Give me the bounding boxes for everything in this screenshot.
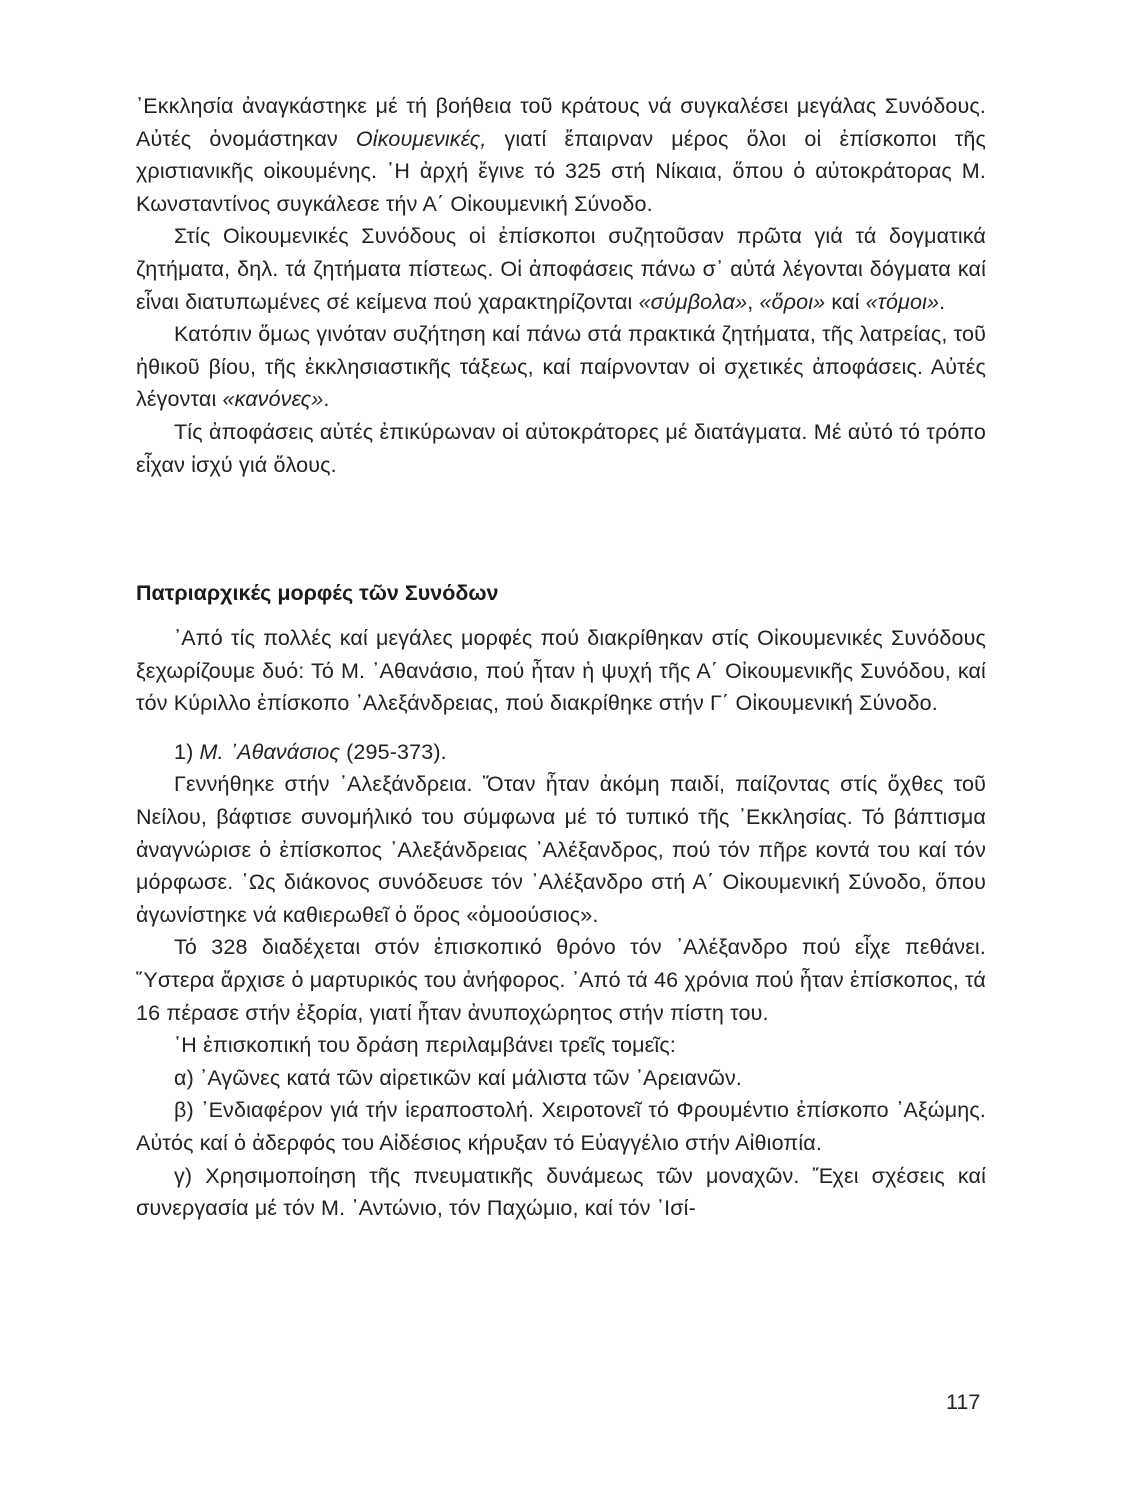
paragraph-ecumenical-councils	[136, 90, 986, 220]
text-run: καί	[825, 289, 866, 314]
italic-term: «τόμοι»	[865, 289, 940, 314]
list-item-beta: β) ᾿Ενδιαφέρον γιά τήν ἱεραποστολή. Χειροτονεῖ τό Φρουμέντιο ἐπίσκοπο ᾿Αξώμης. Αὐτός καί ὁ ἀδερφός του Αἰδέσιος κήρυξαν τό Εὐαγγέλιο στήν Αἰθιοπία.	[136, 1098, 986, 1155]
italic-term: «σύμβολα»	[638, 289, 748, 314]
paragraph-canons	[136, 318, 986, 416]
text-run: Κατόπιν ὅμως γινόταν συζήτηση καί πάνω στά πρακτικά ζητήματα, τῆς λατρείας, τοῦ ἠθικοῦ βίου, τῆς ἐκκλησιαστικῆς τάξεως, καί παίρνονταν οἱ σχετικές ἀποφάσεις. Αὐτές λέγονται	[136, 322, 986, 412]
italic-term: «κανόνες»	[222, 387, 324, 412]
section-councils-intro	[136, 90, 986, 481]
text-run: .	[939, 289, 946, 314]
list-item-alpha: α) ᾿Αγῶνες κατά τῶν αἱρετικῶν καί μάλιστα τῶν ᾿Αρειανῶν.	[174, 1065, 742, 1090]
text-run: Στίς Οἰκουμενικές Συνόδους οἱ ἐπίσκοποι συζητοῦσαν πρῶτα γιά τά δογματικά ζητήματα, δηλ. τά ζητήματα πίστεως. Οἱ ἀποφάσεις πάνω σ᾿ αὐτά λέγονται δόγματα καί εἶναι διατυπωμένες σέ κείμενα πού χαρακτηρίζονται	[136, 224, 986, 314]
italic-name: Μ. ᾿Αθανάσιος	[199, 739, 340, 764]
page-number: 117	[946, 1390, 981, 1414]
text-run: ,	[747, 289, 760, 314]
item-number: 1)	[174, 739, 200, 764]
paragraph-ratification: Τίς ἀποφάσεις αὐτές ἐπικύρωναν οἱ αὐτοκράτορες μέ διατάγματα. Μέ αὐτό τό τρόπο εἶχαν ἰσχύ γιά ὅλους.	[136, 419, 986, 477]
list-item-athanasius	[136, 736, 986, 769]
text-run: ᾿Εκκλησία ἀναγκάστηκε μέ τή βοήθεια τοῦ κράτους νά συγκαλέσει μεγάλας Συνόδους. Αὐτές ὀνομάστηκαν	[136, 94, 986, 151]
paragraph-episcopate: Τό 328 διαδέχεται στόν ἐπισκοπικό θρόνο τόν ᾿Αλέξανδρο πού εἶχε πεθάνει. Ὕστερα ἄρχισε ὁ μαρτυρικός του ἀνήφορος. ᾿Από τά 46 χρόνια πού ἦταν ἐπίσκοπος, τά 16 πέρασε στήν ἐξορία, γιατί ἦταν ἀνυποχώρητος στήν πίστη του.	[136, 935, 986, 1025]
paragraph-biography: Γεννήθηκε στήν ᾿Αλεξάνδρεια. Ὅταν ἦταν ἀκόμη παιδί, παίζοντας στίς ὄχθες τοῦ Νείλου, βάφτισε συνομήλικό του σύμφωνα μέ τό τυπικό τῆς ᾿Εκκλησίας. Τό βάπτισμα ἀναγνώρισε ὁ ἐπίσκοπος ᾿Αλεξάνδρειας ᾿Αλέξανδρος, πού τόν πῆρε κοντά του καί τόν μόρφωσε. ῾Ως διάκονος συνόδευσε τόν ᾿Αλέξανδρο στή Α΄ Οἰκουμενική Σύνοδο, ὅπου ἀγωνίστηκε νά καθιερωθεῖ ὁ ὅρος «ὁμοούσιος».	[136, 772, 986, 927]
section-patriarchal-figures	[136, 622, 986, 1225]
italic-term: Οἰκουμενικές,	[355, 126, 487, 151]
list-item-gamma: γ) Χρησιμοποίηση τῆς πνευματικῆς δυνάμεως τῶν μοναχῶν. Ἔχει σχέσεις καί συνεργασία μέ τόν Μ. ᾿Αντώνιο, τόν Παχώμιο, καί τόν ᾿Ισί-	[136, 1163, 986, 1221]
section-heading: Πατριαρχικές μορφές τῶν Συνόδων	[136, 581, 499, 605]
item-dates: (295-373).	[339, 739, 447, 764]
italic-term: «ὅροι»	[759, 289, 826, 314]
paragraph-activity-areas: ῾Η ἐπισκοπική του δράση περιλαμβάνει τρεῖς τομεῖς:	[174, 1033, 676, 1058]
text-run: γιατί ἔπαιρναν μέρος ὅλοι οἱ ἐπίσκοποι τῆς χριστιανικῆς οἰκουμένης. ῾Η ἀρχή ἔγινε τό 325 στή Νίκαια, ὅπου ὁ αὐτοκράτορας Μ. Κωνσταντίνος συγκάλεσε τήν Α΄ Οἰκουμενική Σύνοδο.	[136, 126, 986, 216]
paragraph-dogmas	[136, 220, 986, 318]
text-run: .	[323, 387, 330, 412]
paragraph-figures-intro: ᾿Από τίς πολλές καί μεγάλες μορφές πού διακρίθηκαν στίς Οἰκουμενικές Συνόδους ξεχωρίζουμε δυό: Τό Μ. ᾿Αθανάσιο, πού ἦταν ἡ ψυχή τῆς Α΄ Οἰκουμενικῆς Συνόδου, καί τόν Κύριλλο ἐπίσκοπο ᾿Αλεξάνδρειας, πού διακρίθηκε στήν Γ΄ Οἰκουμενική Σύνοδο.	[136, 626, 986, 716]
